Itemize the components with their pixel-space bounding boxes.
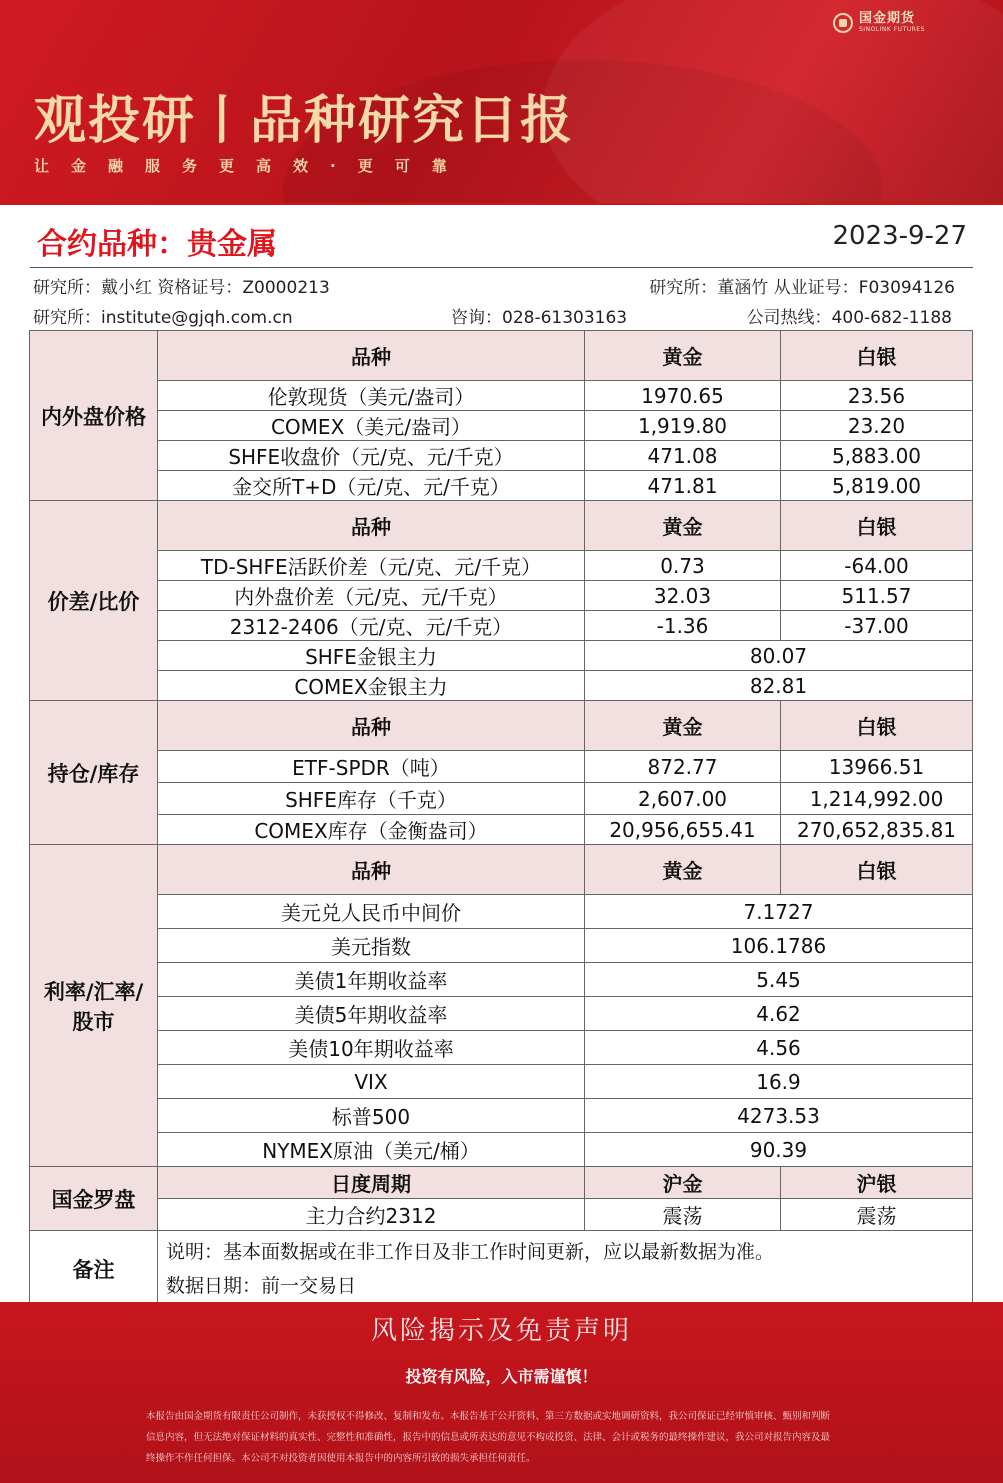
table-row (30, 611, 973, 641)
gold-value: 1970.65 (585, 381, 781, 411)
table-row (30, 815, 973, 845)
silver-value: 5,819.00 (781, 471, 973, 501)
notes-row (30, 1231, 973, 1308)
gold-value: 1,919.80 (585, 411, 781, 441)
gold-value: 0.73 (585, 551, 781, 581)
table-row (30, 1031, 973, 1065)
header-gold: 黄金 (585, 331, 781, 381)
row-label: SHFE金银主力 (158, 641, 585, 671)
row-label: NYMEX原油（美元/桶） (158, 1133, 585, 1167)
silver-value: 270,652,835.81 (781, 815, 973, 845)
header-silver: 白银 (781, 701, 973, 751)
row-value: 90.39 (585, 1133, 973, 1167)
gold-value: 2,607.00 (585, 783, 781, 815)
header-silver: 白银 (781, 501, 973, 551)
row-label: TD-SHFE活跃价差（元/克、元/千克） (158, 551, 585, 581)
logo-name-cn: 国金期货 (859, 11, 916, 26)
silver-value: 5,883.00 (781, 441, 973, 471)
gold-value: 471.81 (585, 471, 781, 501)
section-label-prices: 内外盘价格 (30, 331, 158, 501)
data-table (29, 330, 973, 1308)
row-value: 16.9 (585, 1065, 973, 1099)
report-header (0, 0, 1003, 203)
contact-email: 研究所：institute@gjqh.com.cn (33, 308, 293, 328)
row-value: 106.1786 (585, 929, 973, 963)
header-shfe-gold: 沪金 (585, 1167, 781, 1199)
table-row (30, 751, 973, 783)
row-label: 2312-2406（元/克、元/千克） (158, 611, 585, 641)
row-label: 美元指数 (158, 929, 585, 963)
table-row (30, 783, 973, 815)
row-label: 美债5年期收益率 (158, 997, 585, 1031)
row-label: 美债10年期收益率 (158, 1031, 585, 1065)
header-gold: 黄金 (585, 701, 781, 751)
report-date: 2023-9-27 (832, 221, 967, 251)
header-silver: 白银 (781, 845, 973, 895)
table-row (30, 1099, 973, 1133)
table-row (30, 1199, 973, 1231)
section-label-spreads: 价差/比价 (30, 501, 158, 701)
row-label: COMEX金银主力 (158, 671, 585, 701)
header-silver: 白银 (781, 331, 973, 381)
note-line: 说明：基本面数据或在非工作日及非工作时间更新，应以最新数据为准。 (166, 1241, 775, 1263)
header-item: 品种 (158, 331, 585, 381)
researcher-info-2: 研究所：董涵竹 从业证号：F03094126 (649, 278, 955, 298)
table-header-row (30, 331, 973, 381)
consult-phone: 咨询：028-61303163 (451, 308, 628, 328)
risk-warning: 投资有风险，入市需谨慎！ (405, 1367, 598, 1386)
header-item: 品种 (158, 701, 585, 751)
report-title: 合约品种：贵金属 (37, 227, 277, 262)
silver-value: 23.20 (781, 411, 973, 441)
header-period: 日度周期 (158, 1167, 585, 1199)
table-row (30, 381, 973, 411)
row-label: 标普500 (158, 1099, 585, 1133)
gold-signal: 震荡 (585, 1199, 781, 1231)
disclaimer-footer (0, 1302, 1003, 1483)
disclaimer-text (146, 1406, 903, 1469)
ratio-value: 82.81 (585, 671, 973, 701)
section-label-rates-line2: 股市 (72, 1009, 115, 1034)
section-label-notes: 备注 (30, 1231, 158, 1308)
brand-title: 观投研丨品种研究日报 (34, 91, 575, 151)
table-header-row (30, 501, 973, 551)
gold-value: -1.36 (585, 611, 781, 641)
table-row (30, 471, 973, 501)
table-row (30, 641, 973, 671)
silver-value: 511.57 (781, 581, 973, 611)
gold-value: 20,956,655.41 (585, 815, 781, 845)
row-value: 4.62 (585, 997, 973, 1031)
table-row (30, 997, 973, 1031)
table-row (30, 671, 973, 701)
divider (30, 267, 973, 268)
section-label-rates (30, 845, 158, 1167)
logo-name-en: SINOLINK FUTURES (859, 26, 925, 33)
table-row (30, 581, 973, 611)
row-value: 4.56 (585, 1031, 973, 1065)
disclaimer-title: 风险揭示及免责声明 (370, 1316, 632, 1346)
disclaimer-line: 本报告由国金期货有限责任公司制作，未获授权不得修改、复制和发布。本报告基于公开资料、第三方数据或实地调研资料，我公司保证已经审慎审核、甄别和判断 (146, 1411, 831, 1422)
table-header-row (30, 845, 973, 895)
row-label: ETF-SPDR（吨） (158, 751, 585, 783)
silver-signal: 震荡 (781, 1199, 973, 1231)
header-decoration (543, 0, 1003, 203)
row-label: 美元兑人民币中间价 (158, 895, 585, 929)
logo-icon (833, 13, 853, 33)
researcher-info-1: 研究所：戴小红 资格证号：Z0000213 (33, 278, 330, 298)
row-label: COMEX库存（金衡盎司） (158, 815, 585, 845)
row-label: VIX (158, 1065, 585, 1099)
slogan: 让金融服务更高效·更可靠 (34, 157, 469, 175)
table-row (30, 1133, 973, 1167)
company-hotline: 公司热线：400-682-1188 (746, 308, 952, 328)
silver-value: 23.56 (781, 381, 973, 411)
header-gold: 黄金 (585, 501, 781, 551)
row-value: 4273.53 (585, 1099, 973, 1133)
disclaimer-line: 信息内容，但无法绝对保证材料的真实性、完整性和准确性，报告中的信息或所表达的意见不构成投资、法律、会计或税务的最终操作建议，我公司对报告内容及最 (146, 1432, 831, 1443)
report-body (0, 205, 1003, 1302)
section-label-compass: 国金罗盘 (30, 1167, 158, 1231)
gold-value: 471.08 (585, 441, 781, 471)
note-line: 数据日期：前一交易日 (166, 1275, 357, 1297)
table-header-row (30, 701, 973, 751)
disclaimer-line: 终操作不作任何担保。本公司不对投资者因使用本报告中的内容所引致的损失承担任何责任。 (146, 1453, 536, 1464)
gold-value: 32.03 (585, 581, 781, 611)
silver-value: -37.00 (781, 611, 973, 641)
silver-value: 1,214,992.00 (781, 783, 973, 815)
row-label: COMEX（美元/盎司） (158, 411, 585, 441)
row-value: 7.1727 (585, 895, 973, 929)
section-label-holdings: 持仓/库存 (30, 701, 158, 845)
table-header-row (30, 1167, 973, 1199)
row-label: 金交所T+D（元/克、元/千克） (158, 471, 585, 501)
table-row (30, 895, 973, 929)
table-row (30, 411, 973, 441)
row-label: SHFE收盘价（元/克、元/千克） (158, 441, 585, 471)
table-row (30, 963, 973, 997)
section-label-rates-line1: 利率/汇率/ (43, 979, 144, 1004)
row-label: SHFE库存（千克） (158, 783, 585, 815)
row-label: 美债1年期收益率 (158, 963, 585, 997)
table-row (30, 1065, 973, 1099)
silver-value: 13966.51 (781, 751, 973, 783)
row-label: 伦敦现货（美元/盎司） (158, 381, 585, 411)
row-value: 5.45 (585, 963, 973, 997)
company-logo (833, 12, 925, 33)
table-row (30, 551, 973, 581)
ratio-value: 80.07 (585, 641, 973, 671)
table-row (30, 441, 973, 471)
row-label: 内外盘价差（元/克、元/千克） (158, 581, 585, 611)
header-shfe-silver: 沪银 (781, 1167, 973, 1199)
header-item: 品种 (158, 845, 585, 895)
silver-value: -64.00 (781, 551, 973, 581)
row-label: 主力合约2312 (158, 1199, 585, 1231)
header-gold: 黄金 (585, 845, 781, 895)
header-item: 品种 (158, 501, 585, 551)
notes-cell (158, 1231, 973, 1308)
gold-value: 872.77 (585, 751, 781, 783)
table-row (30, 929, 973, 963)
